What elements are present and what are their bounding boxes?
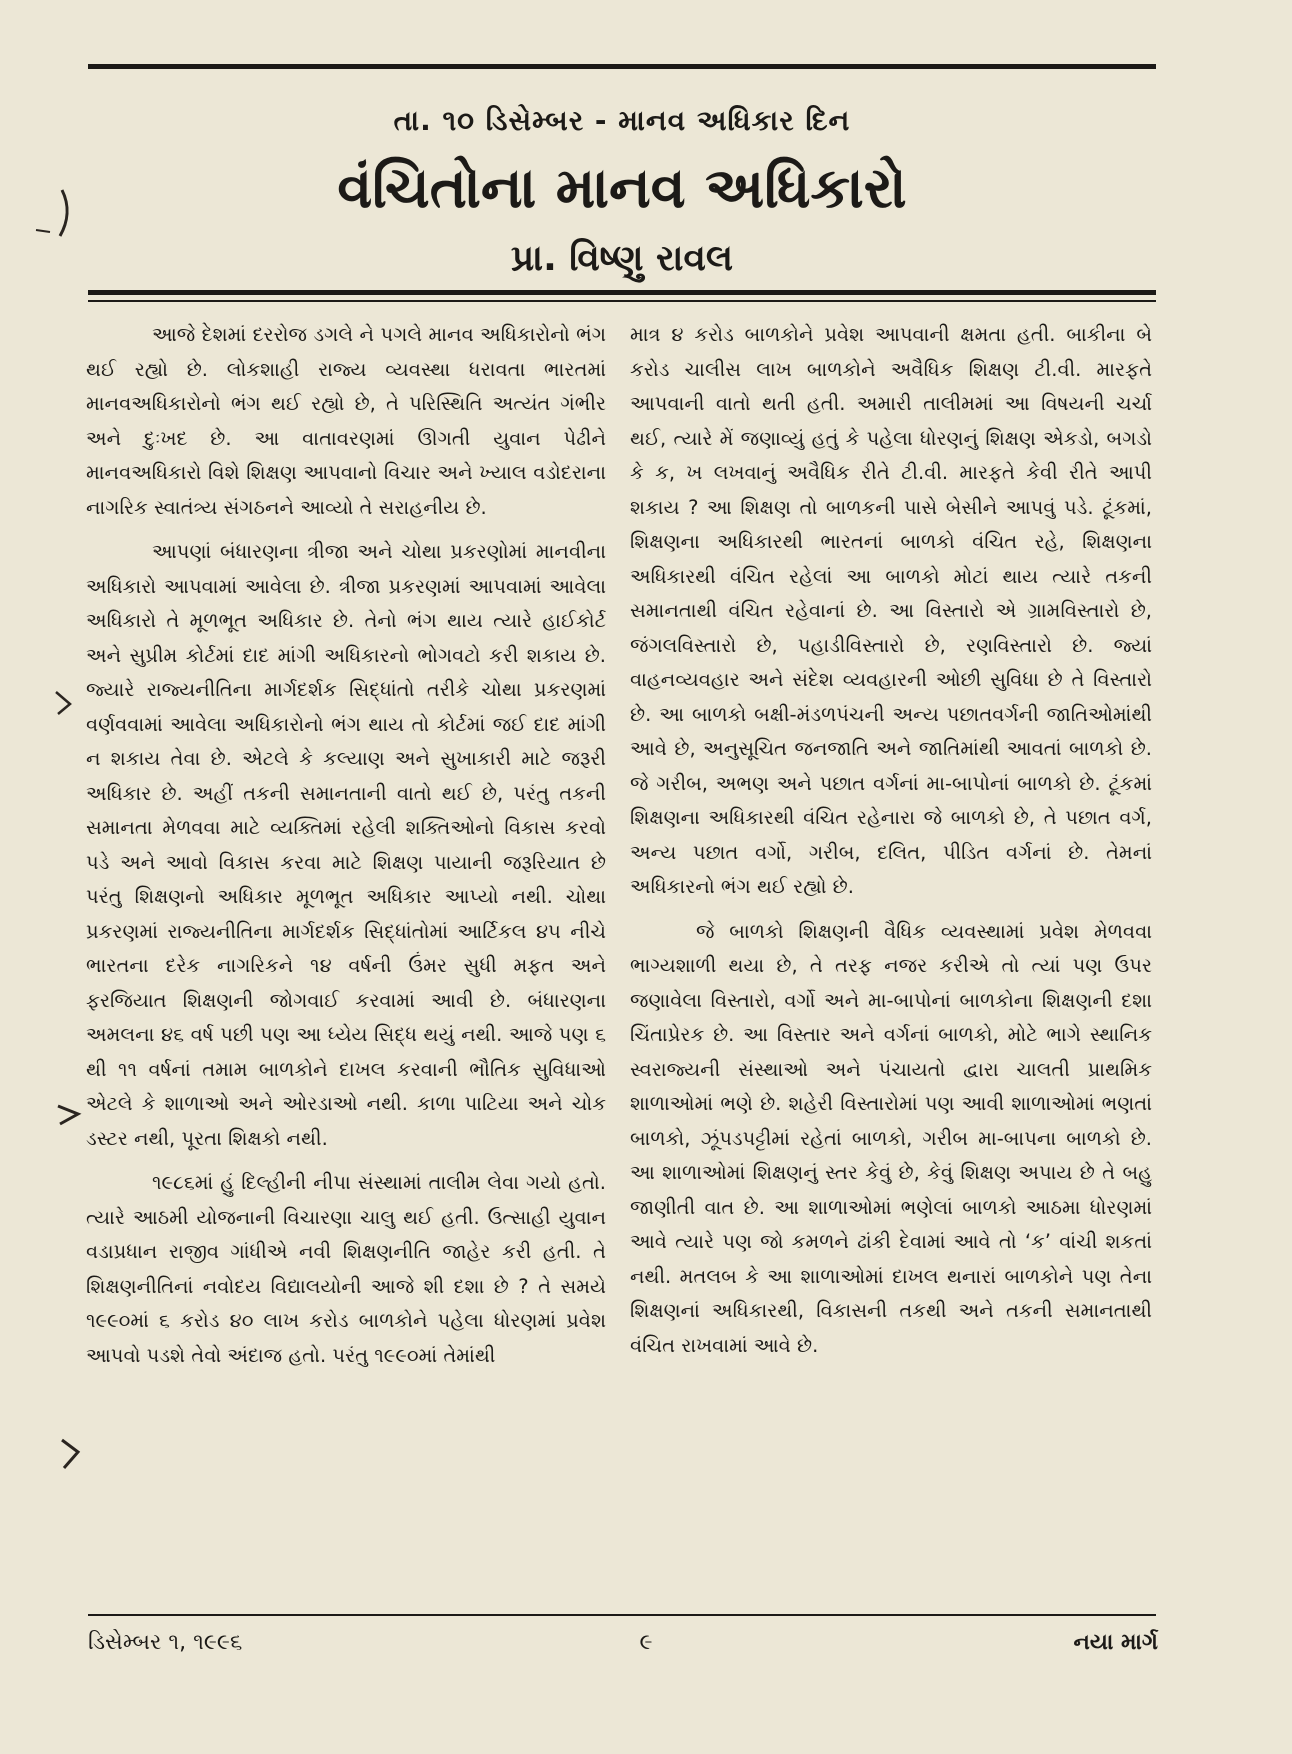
margin-pen-mark-icon: [30, 186, 76, 242]
footer-date: ડિસેમ્બર ૧, ૧૯૯૬: [88, 1630, 243, 1655]
top-rule: [88, 64, 1156, 69]
footer-rule: [88, 1614, 1156, 1616]
paragraph: ૧૯૮૬માં હું દિલ્હીની નીપા સંસ્થામાં તાલીમ લેવા ગયો હતો. ત્યારે આઠમી યોજનાની વિચારણા ચાલુ થઈ હતી. ઉત્સાહી યુવાન વડાપ્રધાન રાજીવ ગાંધીએ નવી શિક્ષણનીતિ જાહેર કરી હતી. તે શિક્ષણનીતિનાં નવોદય વિદ્યાલયોની આજે શી દશા છે ? તે સમયે ૧૯૯૦માં ૬ કરોડ ૪૦ લાખ કરોડ બાળકોને પહેલા ધોરણમાં પ્રવેશ આપવો પડશે તેવો અંદાજ હતો. પરંતુ ૧૯૯૦માં તેમાંથી: [86, 1171, 606, 1367]
margin-tick-icon: [52, 688, 82, 718]
magazine-name: નયા માર્ગ: [1073, 1630, 1158, 1655]
right-column: [630, 318, 1152, 1608]
article-kicker: તા. ૧૦ ડિસેમ્બર - માનવ અધિકાર દિન: [393, 104, 851, 137]
paragraph: જે બાળકો શિક્ષણની વૈધિક વ્યવસ્થામાં પ્રવેશ મેળવવા ભાગ્યશાળી થયા છે, તે તરફ નજર કરીએ તો ત્યાં પણ ઉપર જણાવેલા વિસ્તારો, વર્ગો અને મા-બાપોનાં બાળકોના શિક્ષણની દશા ચિંતાપ્રેરક છે. આ વિસ્તાર અને વર્ગનાં બાળકો, મોટે ભાગે સ્થાનિક સ્વરાજ્યની સંસ્થાઓ અને પંચાયતો દ્વારા ચાલતી પ્રાથમિક શાળાઓમાં ભણે છે. શહેરી વિસ્તારોમાં પણ આવી શાળાઓમાં ભણતાં બાળકો, ઝૂંપડપટ્ટીમાં રહેતાં બાળકો, ગરીબ મા-બાપના બાળકો છે. આ શાળાઓમાં શિક્ષણનું સ્તર કેવું છે, કેવું શિક્ષણ અપાય છે તે બહુ જાણીતી વાત છે. આ શાળાઓમાં ભણેલાં બાળકો આઠમા ધોરણમાં આવે ત્યારે પણ જો કમળને ઢાંકી દેવામાં આવે તો ‘ક’ વાંચી શકતાં નથી. મતલબ કે આ શાળાઓમાં દાખલ થનારાં બાળકોને પણ તેના શિક્ષણનાં અધિકારથી, વિકાસની તકથી અને તકની સમાનતાથી વંચિત રાખવામાં આવે છે.: [630, 919, 1152, 1357]
margin-tick-icon: [56, 1434, 86, 1474]
page-number: ૯: [639, 1630, 653, 1655]
article-author: પ્રા. વિષ્ણુ રાવલ: [510, 238, 734, 279]
margin-tick-icon: [54, 1100, 84, 1130]
paragraph: આજે દેશમાં દરરોજ ડગલે ને પગલે માનવ અધિકારોનો ભંગ થઈ રહ્યો છે. લોકશાહી રાજ્ય વ્યવસ્થા ધરાવતા ભારતમાં માનવઅધિકારોનો ભંગ થઈ રહ્યો છે, તે પરિસ્થિતિ અત્યંત ગંભીર અને દુઃખદ છે. આ વાતાવરણમાં ઊગતી યુવાન પેઢીને માનવઅધિકારો વિશે શિક્ષણ આપવાનો વિચાર અને ખ્યાલ વડોદરાના નાગરિક સ્વાતંત્ર્ય સંગઠનને આવ્યો તે સરાહનીય છે.: [86, 323, 606, 519]
article-title: વંચિતોના માનવ અધિકારો: [337, 156, 907, 221]
left-column: [86, 318, 606, 1608]
header-rule-thick: [88, 290, 1156, 295]
header-rule-thin: [88, 300, 1156, 302]
paragraph: માત્ર ૪ કરોડ બાળકોને પ્રવેશ આપવાની ક્ષમતા હતી. બાકીના બે કરોડ ચાલીસ લાખ બાળકોને અવૈધિક શિક્ષણ ટી.વી. મારફતે આપવાની વાતો થતી હતી. અમારી તાલીમમાં આ વિષયની ચર્ચા થઈ, ત્યારે મેં જણાવ્યું હતું કે પહેલા ધોરણનું શિક્ષણ એકડો, બગડો કે ક, ખ લખવાનું અવૈધિક રીતે ટી.વી. મારફતે કેવી રીતે આપી શકાય ? આ શિક્ષણ તો બાળકની પાસે બેસીને આપવું પડે. ટૂંકમાં, શિક્ષણના અધિકારથી ભારતનાં બાળકો વંચિત રહે, શિક્ષણના અધિકારથી વંચિત રહેલાં આ બાળકો મોટાં થાય ત્યારે તકની સમાનતાથી વંચિત રહેવાનાં છે. આ વિસ્તારો એ ગ્રામવિસ્તારો છે, જંગલવિસ્તારો છે, પહાડીવિસ્તારો છે, રણવિસ્તારો છે. જ્યાં વાહનવ્યવહાર અને સંદેશ વ્યવહારની ઓછી સુવિધા છે તે વિસ્તારો છે. આ બાળકો બક્ષી-મંડળપંચની અન્ય પછાતવર્ગની જાતિઓમાંથી આવે છે, અનુસૂચિત જનજાતિ અને જાતિમાંથી આવતાં બાળકો છે. જે ગરીબ, અભણ અને પછાત વર્ગનાં મા-બાપોનાં બાળકો છે. ટૂંકમાં શિક્ષણના અધિકારથી વંચિત રહેનારા જે બાળકો છે, તે પછાત વર્ગ, અન્ય પછાત વર્ગો, ગરીબ, દલિત, પીડિત વર્ગનાં છે. તેમનાં અધિકારનો ભંગ થઈ રહ્યો છે.: [630, 323, 1152, 898]
paragraph: આપણાં બંધારણના ત્રીજા અને ચોથા પ્રકરણોમાં માનવીના અધિકારો આપવામાં આવેલા છે. ત્રીજા પ્રકરણમાં આપવામાં આવેલા અધિકારો તે મૂળભૂત અધિકાર છે. તેનો ભંગ થાય ત્યારે હાઈકોર્ટ અને સુપ્રીમ કોર્ટમાં દાદ માંગી અધિકારનો ભોગવટો કરી શકાય છે. જ્યારે રાજ્યનીતિના માર્ગદર્શક સિદ્ધાંતો તરીકે ચોથા પ્રકરણમાં વર્ણવવામાં આવેલા અધિકારોનો ભંગ થાય તો કોર્ટમાં જઈ દાદ માંગી ન શકાય તેવા છે. એટલે કે કલ્યાણ અને સુખાકારી માટે જરૂરી અધિકાર છે. અહીં તકની સમાનતાની વાતો થઈ છે, પરંતુ તકની સમાનતા મેળવવા માટે વ્યક્તિમાં રહેલી શક્તિઓનો વિકાસ કરવો પડે અને આવો વિકાસ કરવા માટે શિક્ષણ પાયાની જરૂરિયાત છે પરંતુ શિક્ષણનો અધિકાર મૂળભૂત અધિકાર આપ્યો નથી. ચોથા પ્રકરણમાં રાજ્યનીતિના માર્ગદર્શક સિદ્ધાંતોમાં આર્ટિકલ ૪૫ નીચે ભારતના દરેક નાગરિકને ૧૪ વર્ષની ઉંમર સુધી મફત અને ફરજિયાત શિક્ષણની જોગવાઈ કરવામાં આવી છે. બંધારણના અમલના ૪૬ વર્ષ પછી પણ આ ધ્યેય સિદ્ધ થયું નથી. આજે પણ ૬ થી ૧૧ વર્ષનાં તમામ બાળકોને દાખલ કરવાની ભૌતિક સુવિધાઓ એટલે કે શાળાઓ અને ઓરડાઓ નથી. કાળા પાટિયા અને ચોક ડસ્ટર નથી, પૂરતા શિક્ષકો નથી.: [86, 540, 606, 1150]
